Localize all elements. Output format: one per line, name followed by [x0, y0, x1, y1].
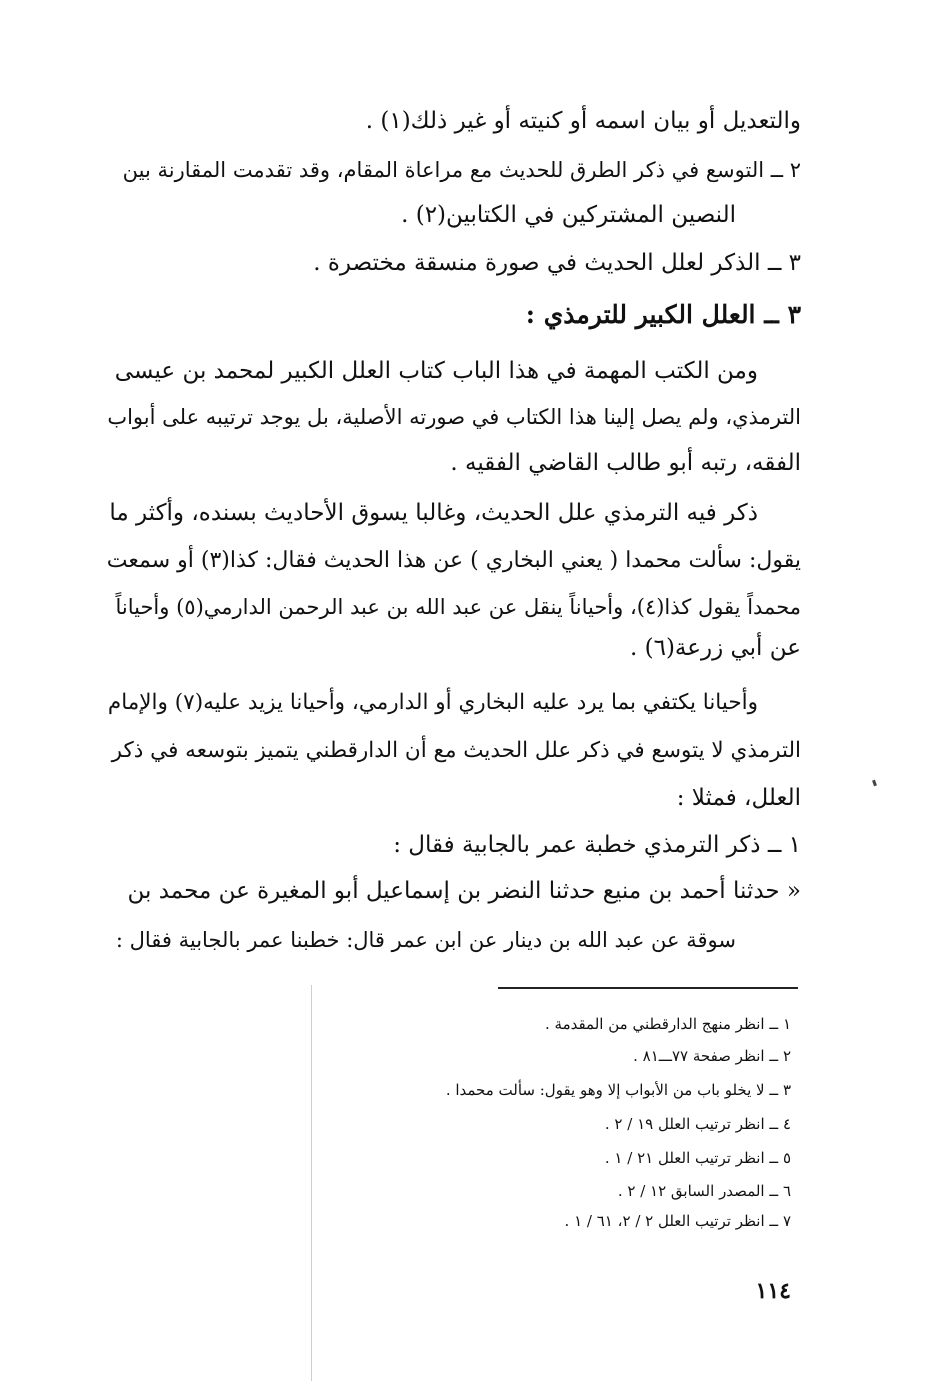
footnote: ٧ ــ انظر ترتيب العلل ٢ / ٢، ٦١ / ١ . — [564, 1212, 791, 1230]
scan-mark — [872, 780, 877, 787]
body-line: « حدثنا أحمد بن منيع حدثنا النضر بن إسماعيل أبو المغيرة عن محمد بن — [127, 878, 801, 904]
footnote: ٢ ــ انظر صفحة ٧٧ـــ٨١ . — [633, 1047, 791, 1065]
body-line: الترمذي لا يتوسع في ذكر علل الحديث مع أن الدارقطني يتميز بتوسعه في ذكر — [111, 738, 801, 763]
footnote: ٦ ــ المصدر السابق ١٢ / ٢ . — [617, 1182, 791, 1200]
footnote: ١ ــ انظر منهج الدارقطني من المقدمة . — [544, 1015, 791, 1033]
section-heading: ٣ ــ العلل الكبير للترمذي : — [525, 300, 801, 329]
body-line: الترمذي، ولم يصل إلينا هذا الكتاب في صورته الأصلية، بل يوجد ترتيبه على أبواب — [107, 405, 801, 429]
body-line: الفقه، رتبه أبو طالب القاضي الفقيه . — [450, 450, 801, 476]
footnote: ٤ ــ انظر ترتيب العلل ١٩ / ٢ . — [604, 1115, 791, 1133]
body-line: محمداً يقول كذا(٤)، وأحياناً ينقل عن عبد الله بن عبد الرحمن الدارمي(٥) وأحياناً — [115, 595, 801, 619]
body-line: يقول: سألت محمدا ( يعني البخاري ) عن هذا الحديث فقال: كذا(٣) أو سمعت — [106, 548, 801, 573]
page-number: ١١٤ — [755, 1278, 791, 1304]
body-line: وأحيانا يكتفي بما يرد عليه البخاري أو الدارمي، وأحيانا يزيد عليه(٧) والإمام — [107, 690, 758, 715]
footnote-separator — [498, 987, 798, 989]
body-line: النصين المشتركين في الكتابين(٢) . — [401, 202, 736, 228]
body-line: ٢ ــ التوسع في ذكر الطرق للحديث مع مراعاة المقام، وقد تقدمت المقارنة بين — [122, 158, 801, 182]
body-line: ١ ــ ذكر الترمذي خطبة عمر بالجابية فقال : — [393, 832, 801, 858]
footnote: ٥ ــ انظر ترتيب العلل ٢١ / ١ . — [604, 1149, 791, 1167]
body-line: ومن الكتب المهمة في هذا الباب كتاب العلل الكبير لمحمد بن عيسى — [114, 358, 758, 384]
body-line: ذكر فيه الترمذي علل الحديث، وغالبا يسوق الأحاديث بسنده، وأكثر ما — [109, 500, 758, 526]
footnote: ٣ ــ لا يخلو باب من الأبواب إلا وهو يقول: سألت محمدا . — [445, 1081, 791, 1099]
body-line: سوقة عن عبد الله بن دينار عن ابن عمر قال: خطبنا عمر بالجابية فقال : — [115, 928, 736, 952]
body-line: العلل، فمثلا : — [676, 785, 801, 811]
body-line: عن أبي زرعة(٦) . — [629, 635, 801, 661]
body-line: ٣ ــ الذكر لعلل الحديث في صورة منسقة مختصرة . — [313, 250, 801, 276]
